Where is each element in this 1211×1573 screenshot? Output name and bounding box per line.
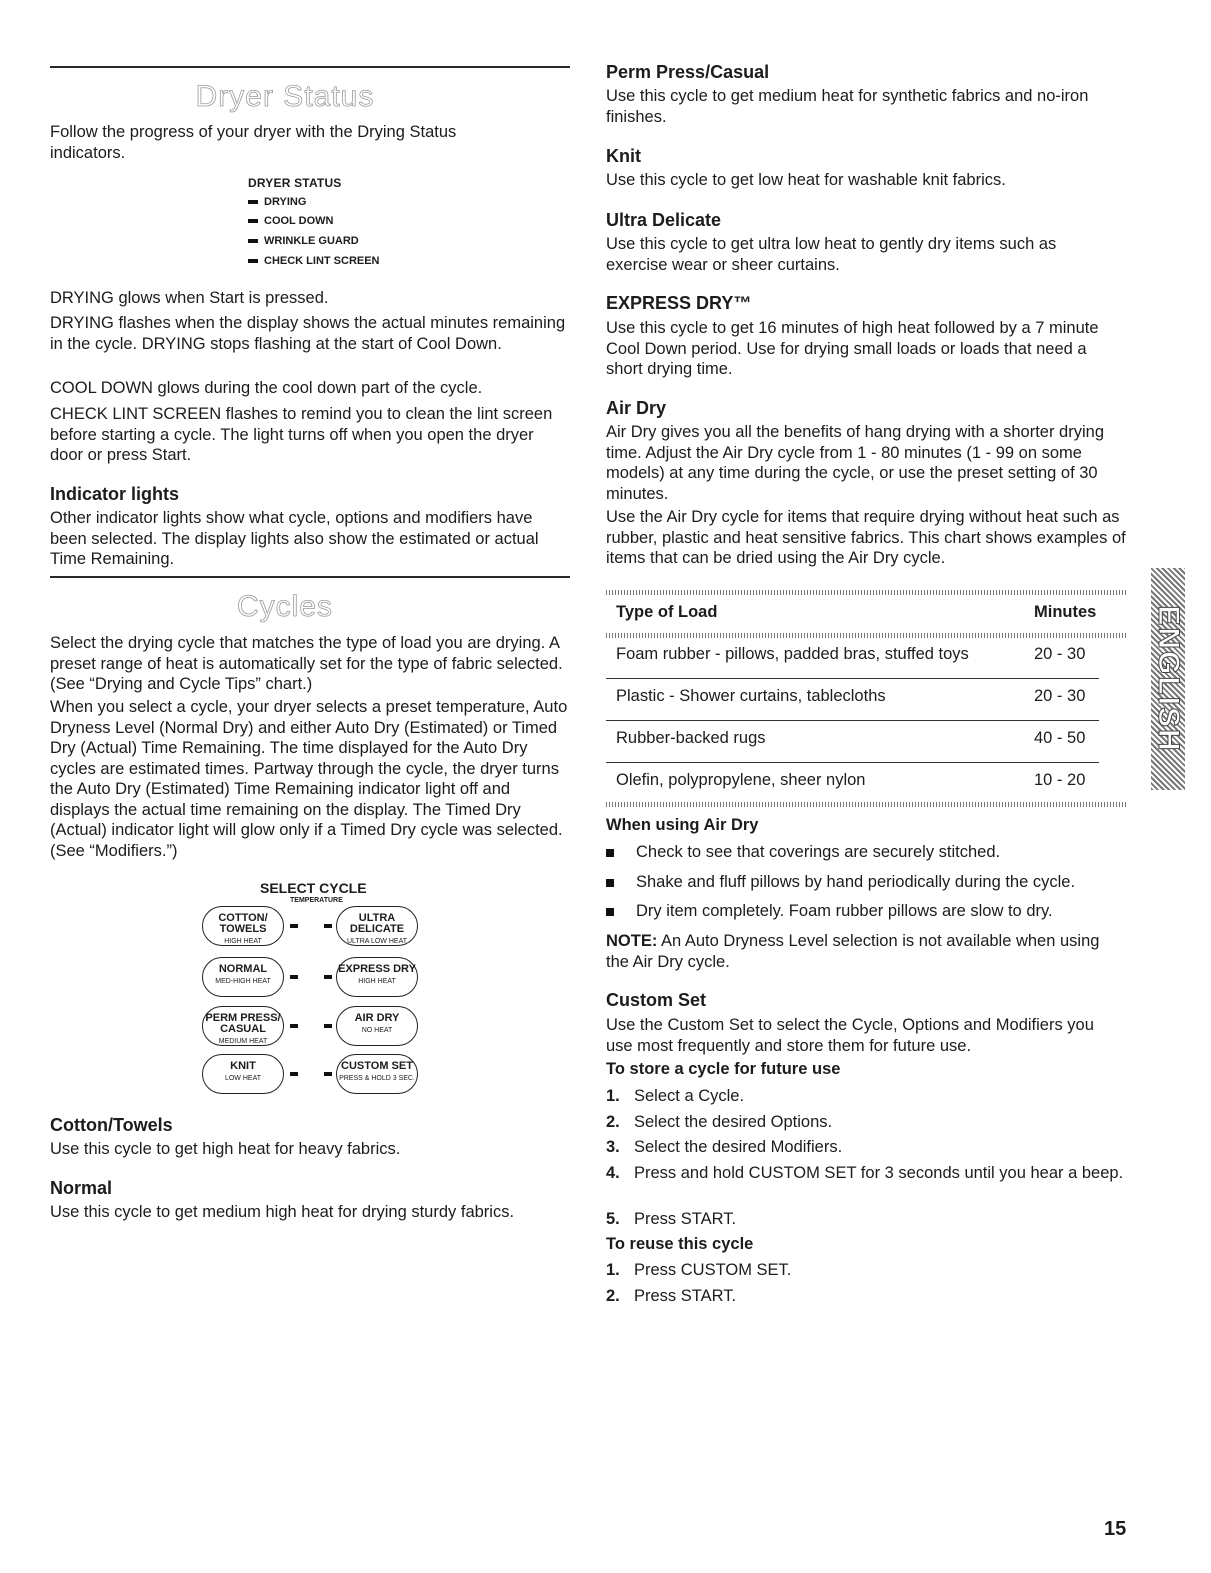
indicator-lights-text: Other indicator lights show what cycle, options and modifiers have been selected. The display lights also show the estimated or actual Time Remaining.: [50, 509, 539, 568]
bullet-icon: [606, 879, 614, 887]
status-item-check-lint-screen: CHECK LINT SCREEN: [248, 255, 380, 267]
list-item: Shake and fluff pillows by hand periodically during the cycle.: [636, 873, 1076, 891]
temperature-label: TEMPERATURE: [290, 897, 343, 904]
knit-text: Use this cycle to get low heat for washable knit fabrics.: [606, 171, 1006, 189]
list-item: Dry item completely. Foam rubber pillows are slow to dry.: [636, 902, 1053, 920]
table-row: Plastic - Shower curtains, tablecloths 20 - 30: [616, 687, 1086, 705]
air-dry-heading: Air Dry: [606, 398, 667, 418]
cycles-title: Cycles: [236, 590, 333, 623]
perm-press-heading: Perm Press/Casual: [606, 62, 770, 82]
cycle-button-air-dry[interactable]: AIR DRY NO HEAT: [336, 1006, 418, 1046]
reuse-steps: 1. Press CUSTOM SET. 2. Press START.: [606, 1260, 1128, 1320]
table-row: Olefin, polypropylene, sheer nylon 10 - 20: [616, 771, 1086, 789]
table-top-border: [606, 590, 1128, 595]
cycle-button-ultra-delicate[interactable]: ULTRA DELICATE ULTRA LOW HEAT: [336, 906, 418, 946]
table-header-row: [616, 603, 1106, 622]
table-bottom-border: [606, 802, 1128, 807]
table-row: Foam rubber - pillows, padded bras, stuffed toys 20 - 30: [616, 645, 1086, 663]
status-item-wrinkle-guard: WRINKLE GUARD: [248, 235, 359, 247]
paragraph: COOL DOWN glows during the cool down part of the cycle.: [50, 379, 483, 397]
list-item: Select a Cycle.: [634, 1087, 745, 1105]
air-dry-note: NOTE: An Auto Dryness Level selection is not available when using the Air Dry cycle.: [606, 932, 1100, 971]
list-item: Press and hold CUSTOM SET for 3 seconds until you hear a beep.: [634, 1164, 1124, 1182]
table-header-type: Type of Load: [616, 603, 718, 621]
store-steps: 1. Select a Cycle. 2. Select the desired Options. 3. Select the desired Modifiers. 4. Press and hold CUSTOM SET for 3 seconds until you hear a beep. 5. Press START.: [606, 1087, 1124, 1228]
list-item: Select the desired Modifiers.: [634, 1138, 843, 1156]
table-row-divider: [606, 762, 1099, 763]
table-row-divider: [606, 720, 1099, 721]
knit-heading: Knit: [606, 146, 641, 166]
page-number: 15: [1104, 1518, 1127, 1540]
status-item-drying: DRYING: [248, 196, 306, 208]
store-cycle-heading: To store a cycle for future use: [606, 1060, 841, 1078]
custom-set-heading: Custom Set: [606, 990, 707, 1010]
list-item: Press CUSTOM SET.: [634, 1261, 792, 1279]
reuse-cycle-heading: To reuse this cycle: [606, 1235, 754, 1253]
ultra-delicate-text: Use this cycle to get ultra low heat to gently dry items such as exercise wear or sheer curtains.: [606, 235, 1057, 274]
bullet-icon: [606, 849, 614, 857]
section-divider: [50, 576, 570, 578]
list-item: Press START.: [634, 1287, 737, 1305]
express-dry-heading: EXPRESS DRY™: [606, 293, 752, 313]
section-divider: [50, 66, 570, 68]
indicator-lights-heading: Indicator lights: [50, 484, 180, 504]
custom-set-text: Use the Custom Set to select the Cycle, Options and Modifiers you use most frequently and store them for future use.: [606, 1016, 1094, 1055]
paragraph: DRYING glows when Start is pressed.: [50, 289, 329, 307]
cycle-button-custom-set[interactable]: CUSTOM SET PRESS & HOLD 3 SEC.: [336, 1054, 418, 1094]
cotton-towels-text: Use this cycle to get high heat for heavy fabrics.: [50, 1140, 401, 1158]
air-dry-bullets: [606, 842, 1126, 922]
paragraph: DRYING flashes when the display shows the actual minutes remaining in the cycle. DRYING stops flashing at the start of Cool Down.: [50, 314, 566, 353]
dryer-status-title: Dryer Status: [195, 80, 375, 113]
select-cycle-panel: [50, 876, 570, 1096]
bullet-icon: [606, 908, 614, 916]
table-header-minutes: Minutes: [1034, 603, 1097, 621]
cotton-towels-heading: Cotton/Towels: [50, 1115, 173, 1135]
language-side-tab: ENGLISH: [1151, 568, 1185, 790]
cycle-button-perm-press-casual[interactable]: PERM PRESS/ CASUAL MEDIUM HEAT: [202, 1006, 284, 1046]
paragraph: When you select a cycle, your dryer selects a preset temperature, Auto Dryness Level (Normal Dry) and either Auto Dry (Estimated) or Timed Dry (Actual) Time Remaining. The time displayed for the Auto Dry cycles are estimated times. Partway through the cycle, the dryer turns the Auto Dry (Estimated) Time Remaining indicator light off and displays the actual time remaining on the display. The Timed Dry (Actual) indicator light will glow only if a Timed Dry cycle was selected. (See “Modifiers.”): [50, 698, 568, 860]
cycle-button-express-dry[interactable]: EXPRESS DRY HIGH HEAT: [336, 957, 418, 997]
list-item: Select the desired Options.: [634, 1113, 833, 1131]
cycle-button-normal[interactable]: NORMAL MED-HIGH HEAT: [202, 957, 284, 997]
when-using-air-dry-heading: When using Air Dry: [606, 816, 759, 834]
table-header-border: [606, 633, 1128, 638]
table-row: Rubber-backed rugs 40 - 50: [616, 729, 1086, 747]
status-item-cool-down: COOL DOWN: [248, 215, 333, 227]
ultra-delicate-heading: Ultra Delicate: [606, 210, 722, 230]
normal-text: Use this cycle to get medium high heat for drying sturdy fabrics.: [50, 1203, 515, 1221]
paragraph: CHECK LINT SCREEN flashes to remind you to clean the lint screen before starting a cycle. The light turns off when you open the dryer door or press Start.: [50, 405, 553, 464]
table-row-divider: [606, 678, 1099, 679]
cycle-button-cotton-towels[interactable]: COTTON/ TOWELS HIGH HEAT: [202, 906, 284, 946]
paragraph: Use the Air Dry cycle for items that require drying without heat such as rubber, plastic and heat sensitive fabrics. This chart shows examples of items that can be dried using the Air Dry cycle.: [606, 508, 1126, 567]
perm-press-text: Use this cycle to get medium heat for synthetic fabrics and no-iron finishes.: [606, 87, 1089, 126]
express-dry-text: Use this cycle to get 16 minutes of high heat followed by a 7 minute Cool Down period. Use for drying small loads or loads that need a short drying time.: [606, 319, 1099, 378]
air-dry-table: [606, 590, 1128, 810]
dryer-status-panel-heading: DRYER STATUS: [248, 176, 342, 190]
list-item: Press START.: [634, 1210, 737, 1228]
select-cycle-heading: SELECT CYCLE: [260, 880, 367, 896]
cycle-button-knit[interactable]: KNIT LOW HEAT: [202, 1054, 284, 1094]
paragraph: Air Dry gives you all the benefits of hang drying with a shorter drying time. Adjust the Air Dry cycle from 1 - 80 minutes (1 - 99 on some models) at any time during the cycle, or use the preset setting of 30 minutes.: [606, 423, 1104, 503]
paragraph: Select the drying cycle that matches the type of load you are drying. A preset range of heat is automatically set for the type of fabric selected. (See “Drying and Cycle Tips” chart.): [50, 634, 563, 693]
normal-heading: Normal: [50, 1178, 113, 1198]
list-item: Check to see that coverings are securely stitched.: [636, 843, 1001, 861]
dryer-status-intro: Follow the progress of your dryer with the Drying Status indicators.: [50, 123, 457, 162]
